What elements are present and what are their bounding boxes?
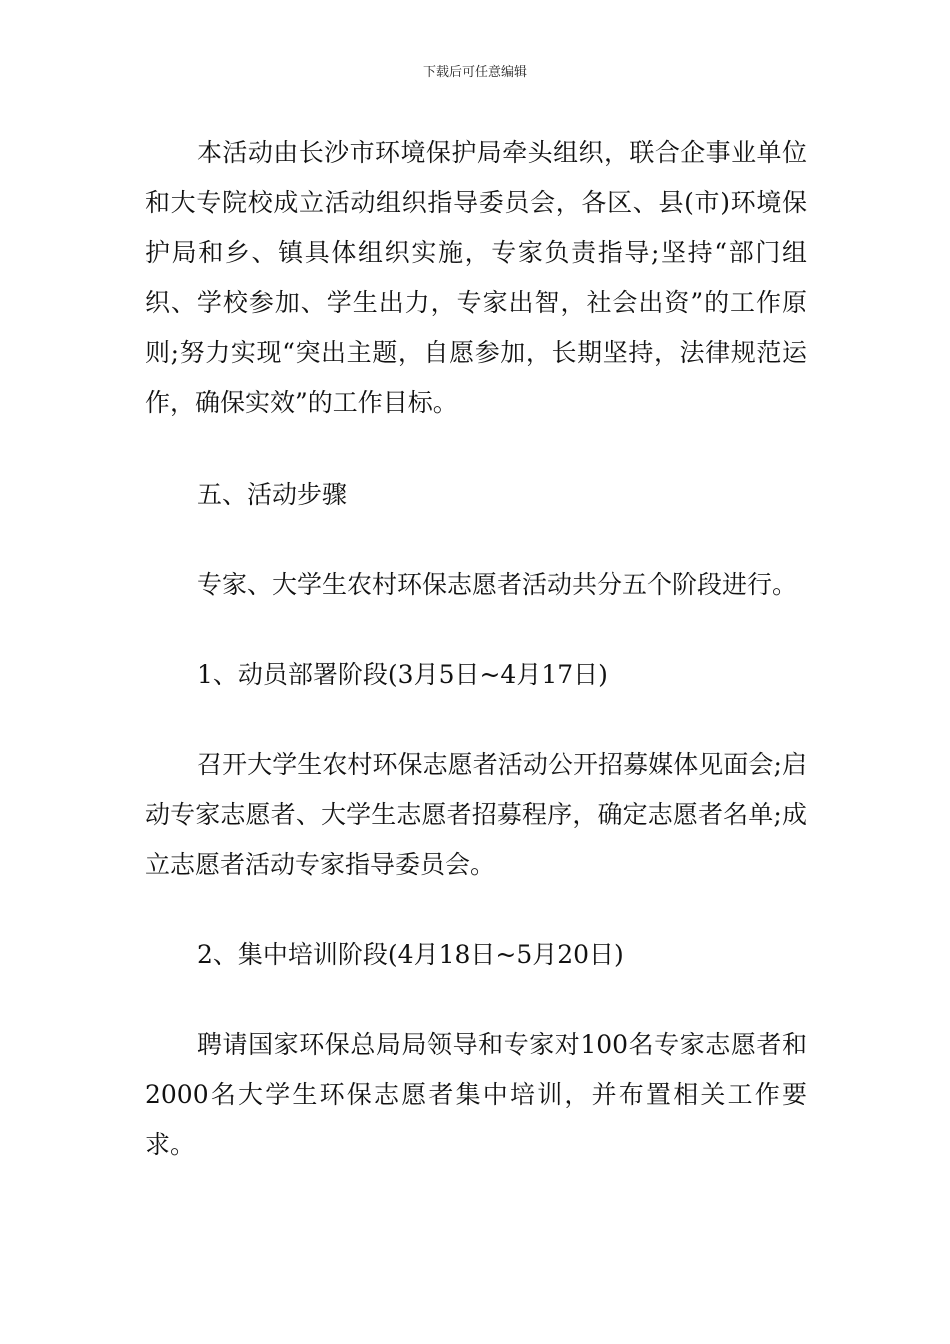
step1-title: 1、动员部署阶段(3月5日~4月17日): [197, 660, 608, 689]
step2-title: 2、集中培训阶段(4月18日~5月20日): [197, 940, 624, 969]
section-intro: 专家、大学生农村环保志愿者活动共分五个阶段进行。: [197, 570, 798, 599]
spacer: [145, 520, 807, 560]
spacer: [145, 700, 807, 740]
document-body: [145, 128, 807, 1170]
spacer: [145, 610, 807, 650]
organization-paragraph: 本活动由长沙市环境保护局牵头组织，联合企事业单位和大专院校成立活动组织指导委员会，各区、县(市)环境保护局和乡、镇具体组织实施，专家负责指导;坚持“部门组织、学校参加、学生出力，专家出智，社会出资”的工作原则;努力实现“突出主题，自愿参加，长期坚持，法律规范运作，确保实效”的工作目标。: [145, 138, 807, 417]
step2-body: 聘请国家环保总局局领导和专家对100名专家志愿者和2000名大学生环保志愿者集中培训，并布置相关工作要求。: [145, 1030, 807, 1159]
page-header-note: 下载后可任意编辑: [422, 65, 527, 80]
spacer: [145, 980, 807, 1020]
spacer: [145, 428, 807, 470]
spacer: [145, 890, 807, 930]
step1-body: 召开大学生农村环保志愿者活动公开招募媒体见面会;启动专家志愿者、大学生志愿者招募程序，确定志愿者名单;成立志愿者活动专家指导委员会。: [145, 750, 807, 879]
section-title-activity-steps: 五、活动步骤: [197, 480, 348, 509]
